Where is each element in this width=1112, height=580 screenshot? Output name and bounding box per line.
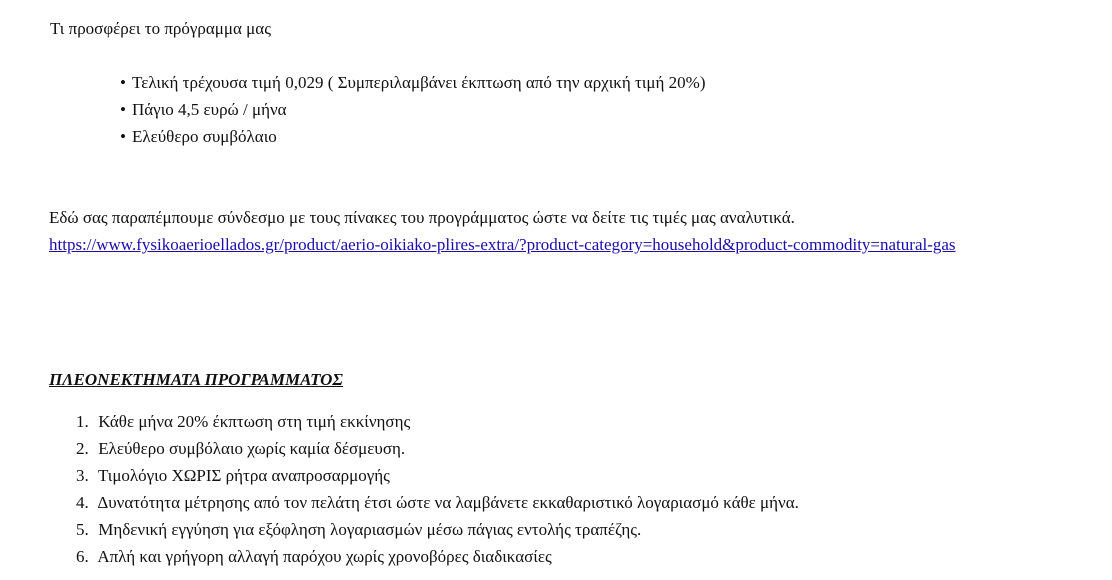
list-item [76, 408, 799, 435]
item-text: Μηδενική εγγύηση για εξόφληση λογαριασμών μέσω πάγιας εντολής τραπέζης. [98, 520, 642, 539]
list-item [76, 489, 799, 516]
list-item [76, 543, 799, 570]
list-item [76, 462, 799, 489]
pricing-link[interactable]: https://www.fysikoaerioellados.gr/product/aerio-oikiako-plires-extra/?product-category=household&product-commodity=natural-gas [49, 235, 956, 254]
item-text: Ελεύθερο συμβόλαιο χωρίς καμία δέσμευση. [98, 439, 406, 458]
item-text: Δυνατότητα μέτρησης από τον πελάτη έτσι ώστε να λαμβάνετε εκκαθαριστικό λογαριασμό κάθε μήνα. [97, 493, 799, 512]
advantages-heading: ΠΛΕΟΝΕΚΤΗΜΑΤΑ ΠΡΟΓΡΑΜΜΑΤΟΣ [49, 370, 343, 389]
list-item [76, 516, 799, 543]
item-number: 1. [76, 412, 89, 431]
offer-list [120, 69, 705, 150]
item-number: 6. [76, 547, 89, 566]
item-text: Απλή και γρήγορη αλλαγή παρόχου χωρίς χρονοβόρες διαδικασίες [97, 547, 552, 566]
offer-item: • Ελεύθερο συμβόλαιο [120, 123, 705, 150]
item-number: 2. [76, 439, 89, 458]
item-number: 4. [76, 493, 89, 512]
intro-heading: Τι προσφέρει το πρόγραμμα μας [50, 19, 271, 38]
offer-item: • Τελική τρέχουσα τιμή 0,029 ( Συμπεριλαμβάνει έκπτωση από την αρχική τιμή 20%) [120, 69, 705, 96]
link-intro-text: Εδώ σας παραπέμπουμε σύνδεσμο με τους πίνακες του προγράμματος ώστε να δείτε τις τιμές μας αναλυτικά. [49, 208, 795, 227]
list-item [76, 435, 799, 462]
advantages-list [76, 408, 799, 570]
item-text: Κάθε μήνα 20% έκπτωση στη τιμή εκκίνησης [98, 412, 411, 431]
item-number: 3. [76, 466, 89, 485]
item-text: Τιμολόγιο ΧΩΡΙΣ ρήτρα αναπροσαρμογής [97, 466, 390, 485]
item-number: 5. [76, 520, 89, 539]
offer-item: • Πάγιο 4,5 ευρώ / μήνα [120, 96, 705, 123]
